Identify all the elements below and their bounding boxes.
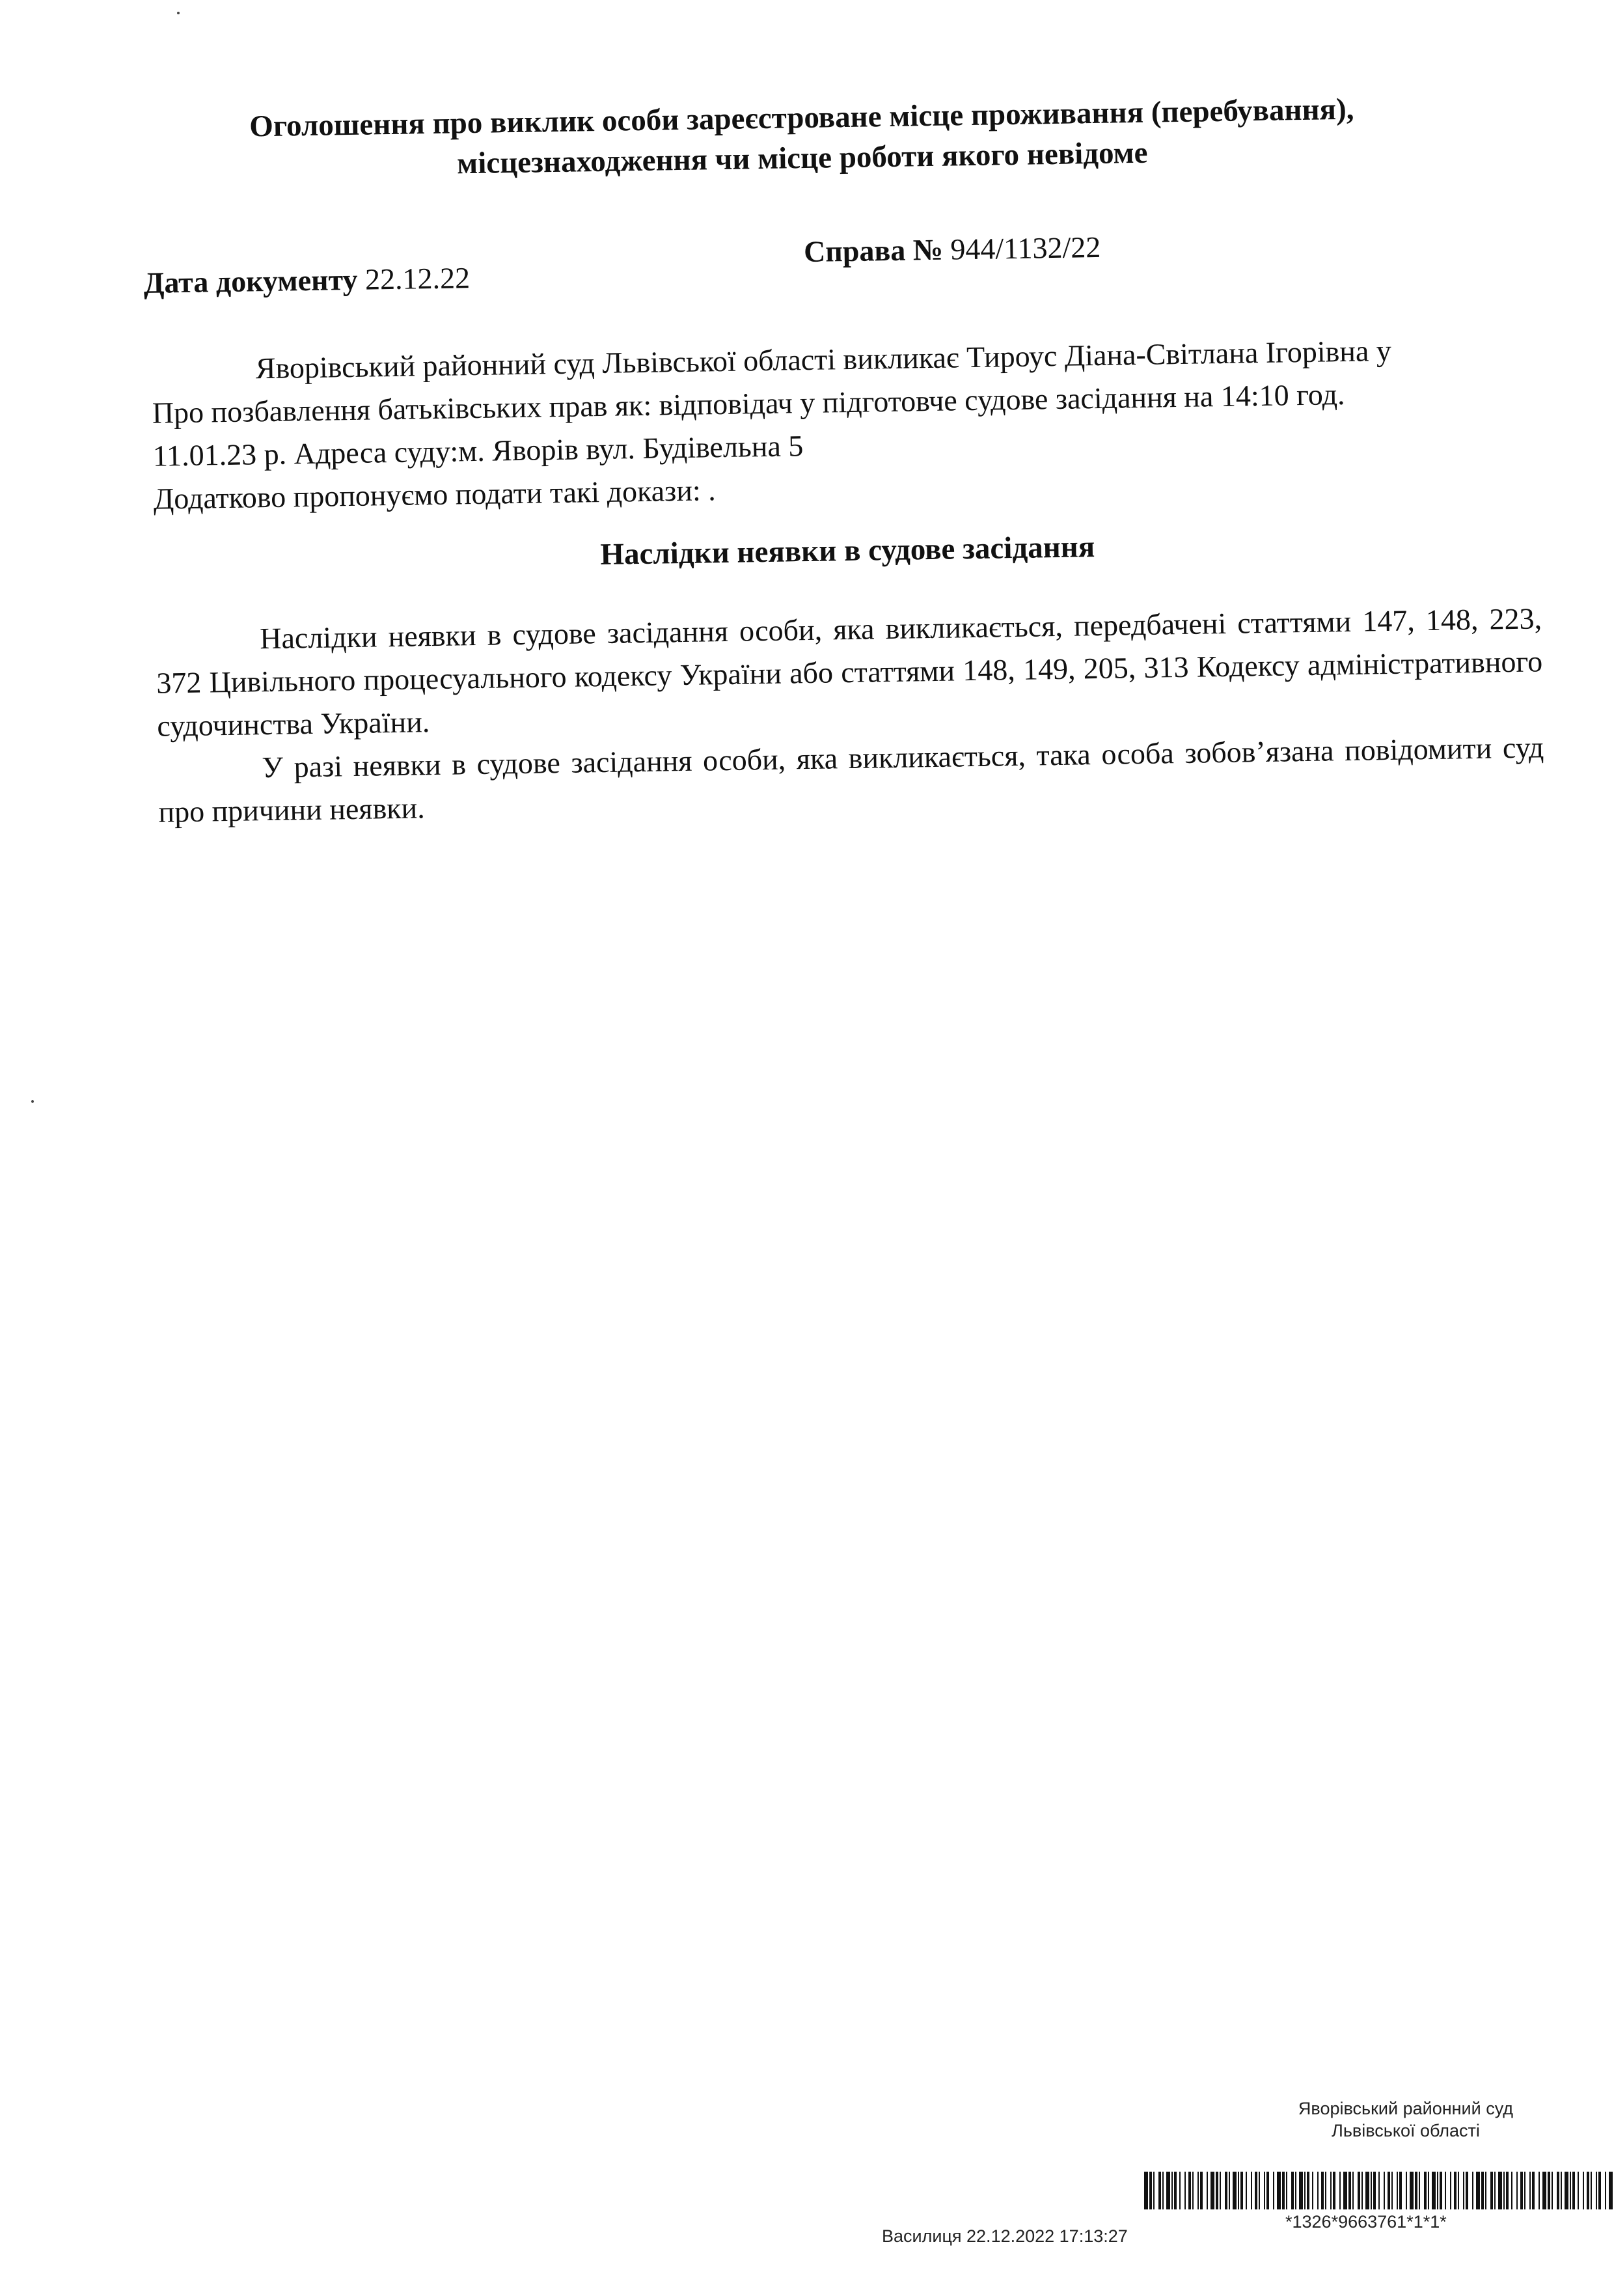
date-label: Дата документу <box>143 262 358 299</box>
consequences-heading: Наслідки неявки в судове засідання <box>600 530 1095 572</box>
title-line-2: місцезнаходження чи місце роботи якого невідоме <box>456 135 1148 181</box>
summons-line-1: Яворівський районний суд Львівської області викликає Тироус Діана-Світлана Ігорівна у <box>255 333 1392 385</box>
case-label: Справа № <box>803 232 944 269</box>
barcode-text: *1326*9663761*1*1* <box>1285 2212 1447 2232</box>
case-value: 944/1132/22 <box>950 230 1101 266</box>
stamp-line-1: Яворівський районний суд <box>1298 2099 1514 2118</box>
summons-line-3: 11.01.23 р. Адреса суду:м. Яворів вул. Будівельна 5 <box>152 429 804 473</box>
case-number <box>804 230 1101 269</box>
consequences-paragraph-1: Наслідки неявки в судове засідання особи, яка викликається, передбачені статтями 147, 148, 223, 372 Цивільного процесуального кодексу України або статтями 148, 149, 205, 313 Кодексу адміністративного судочинства України. <box>156 602 1543 743</box>
scan-speck <box>177 12 180 14</box>
date-value: 22.12.22 <box>364 261 471 296</box>
document-date <box>143 260 470 300</box>
summons-line-2: Про позбавлення батьківських прав як: відповідач у підготовче судове засідання на 14:10 год. <box>152 378 1345 430</box>
signature-info: Василиця 22.12.2022 17:13:27 <box>882 2226 1128 2246</box>
summons-line-4: Додатково пропонуємо подати такі докази: . <box>153 473 717 516</box>
barcode <box>1144 2172 1614 2209</box>
stamp-line-2: Львівської області <box>1332 2121 1480 2140</box>
document-title <box>176 88 1427 188</box>
consequences-text <box>156 597 1545 833</box>
scan-speck <box>31 1100 34 1103</box>
consequences-paragraph-2: У разі неявки в судове засідання особи, яка викликається, така особа зобов’язана повідомити суд про причини неявки. <box>158 730 1544 829</box>
summons-paragraph <box>151 327 1540 520</box>
court-stamp <box>1263 2097 1549 2142</box>
title-line-1: Оголошення про виклик особи зареєстроване місце проживання (перебування), <box>249 92 1354 144</box>
